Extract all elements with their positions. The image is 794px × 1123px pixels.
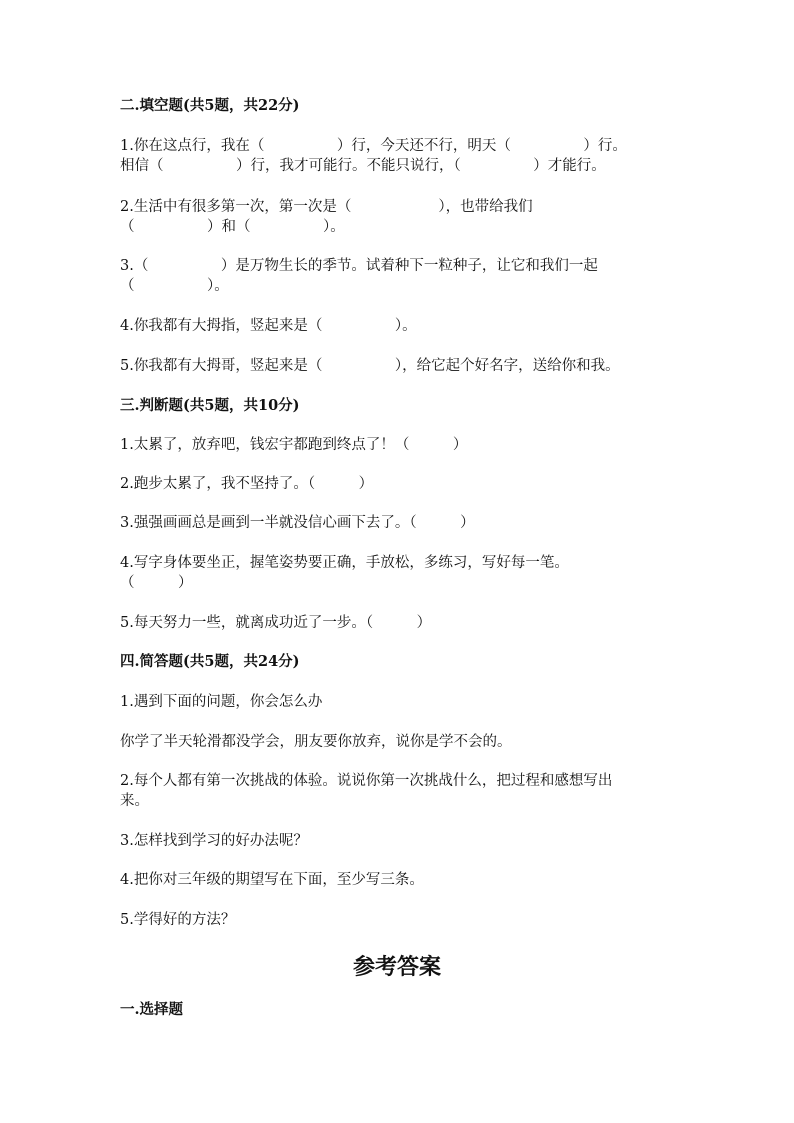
question-line: 1.太累了，放弃吧，钱宏宇都跑到终点了！（ ） bbox=[120, 437, 468, 453]
question-line: 5.每天努力一些，就离成功近了一步。（ ） bbox=[120, 615, 432, 631]
question-line: 5.学得好的方法？ bbox=[120, 912, 236, 928]
question-line: 5.你我都有大拇哥，竖起来是（ ），给它起个好名字，送给你和我。 bbox=[120, 358, 620, 374]
answer-section-heading: 一.选择题 bbox=[120, 1001, 184, 1018]
section-heading-fill-blank: 二.填空题(共5题，共22分) bbox=[120, 97, 300, 114]
question-line: 3.怎样找到学习的好办法呢？ bbox=[120, 833, 308, 849]
question-line: （ ）。 bbox=[120, 278, 229, 294]
question-line: 3.强强画画总是画到一半就没信心画下去了。（ ） bbox=[120, 515, 475, 531]
question-line: 1.遇到下面的问题，你会怎么办 bbox=[120, 694, 323, 710]
question-line: 2.每个人都有第一次挑战的体验。说说你第一次挑战什么，把过程和感想写出 bbox=[120, 773, 613, 789]
question-line: 1.你在这点行，我在（ ）行，今天还不行，明天（ ）行。 bbox=[120, 138, 627, 154]
question-line: 4.把你对三年级的期望写在下面，至少写三条。 bbox=[120, 872, 424, 888]
question-line: 来。 bbox=[120, 793, 149, 809]
question-line: 你学了半天轮滑都没学会，朋友要你放弃，说你是学不会的。 bbox=[120, 734, 512, 750]
question-line: 相信（ ）行，我才可能行。不能只说行，（ ）才能行。 bbox=[120, 158, 606, 174]
question-line: （ ） bbox=[120, 575, 193, 591]
question-line: 2.生活中有很多第一次，第一次是（ ），也带给我们 bbox=[120, 199, 533, 215]
answer-key-title: 参考答案 bbox=[352, 954, 441, 980]
section-heading-short-answer: 四.简答题(共5题，共24分) bbox=[120, 653, 300, 670]
section-heading-true-false: 三.判断题(共5题，共10分) bbox=[120, 397, 300, 414]
question-line: 4.写字身体要坐正，握笔姿势要正确，手放松，多练习，写好每一笔。 bbox=[120, 555, 569, 571]
question-line: 3.（ ）是万物生长的季节。试着种下一粒种子，让它和我们一起 bbox=[120, 258, 598, 274]
question-line: （ ）和（ ）。 bbox=[120, 219, 345, 235]
question-line: 4.你我都有大拇指，竖起来是（ ）。 bbox=[120, 318, 417, 334]
question-line: 2.跑步太累了，我不坚持了。（ ） bbox=[120, 476, 374, 492]
